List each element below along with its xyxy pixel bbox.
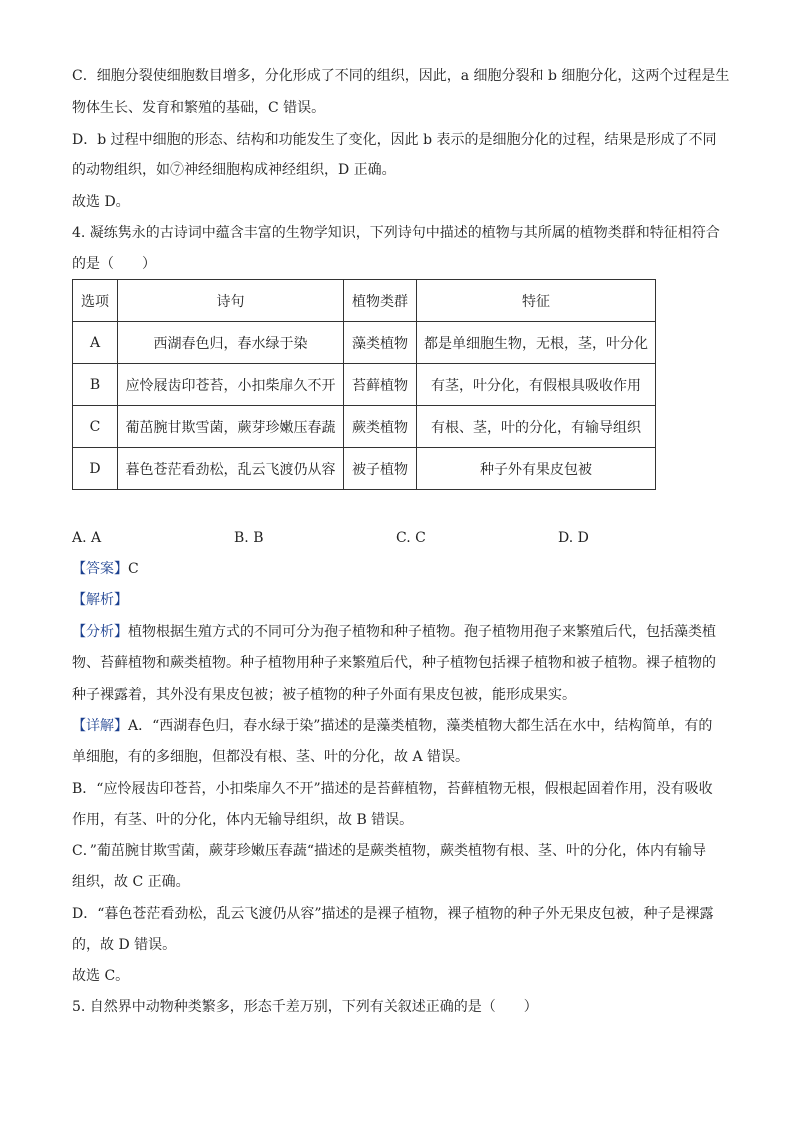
answer-tag: 【答案】 xyxy=(72,561,128,577)
question-5-stem: 5. 自然界中动物种类繁多，形态千差万别，下列有关叙述正确的是（ ） xyxy=(72,999,538,1015)
table-cell: D xyxy=(73,448,118,490)
text-line: D．b 过程中细胞的形态、结构和功能发生了变化，因此 b 表示的是细胞分化的过程，结果是形成了不同 xyxy=(72,132,717,148)
table-header-cell: 植物类群 xyxy=(344,280,417,322)
table-row xyxy=(73,364,656,406)
table-cell: 葡茁腕甘欺雪菌，蕨芽珍嫩压春蔬 xyxy=(118,406,344,448)
detail-line: C．”葡茁腕甘欺雪菌，蕨芽珍嫩压春蔬“描述的是蕨类植物，蕨类植物有根、茎、叶的分化，体内有输导 xyxy=(72,843,707,859)
detail-line xyxy=(72,716,712,736)
detail-line: 作用，有茎、叶的分化，体内无输导组织，故 B 错误。 xyxy=(72,812,414,828)
detail-line: 的，故 D 错误。 xyxy=(72,937,177,953)
text-line: 的动物组织，如⑦神经细胞构成神经组织，D 正确。 xyxy=(72,162,396,178)
detail-line: 单细胞，有的多细胞，但都没有根、茎、叶的分化，故 A 错误。 xyxy=(72,749,470,765)
answer-value: C xyxy=(128,561,139,577)
text-line: C．细胞分裂使细胞数目增多，分化形成了不同的组织，因此，a 细胞分裂和 b 细胞分化，这两个过程是生 xyxy=(72,68,730,84)
table-cell: 蕨类植物 xyxy=(344,406,417,448)
table-cell: 应怜屐齿印苍苔，小扣柴扉久不开 xyxy=(118,364,344,406)
xiangjie-tag: 【详解】 xyxy=(72,718,128,734)
detail-line: B．“应怜屐齿印苍苔，小扣柴扉久不开”描述的是苔藓植物，苔藓植物无根，假根起固着作用，没有吸收 xyxy=(72,781,713,797)
table-cell: 种子外有果皮包被 xyxy=(417,448,656,490)
analysis-line xyxy=(72,622,716,642)
table-cell: B xyxy=(73,364,118,406)
option-b: B. B xyxy=(234,530,264,546)
table-cell: 被子植物 xyxy=(344,448,417,490)
table-header-cell: 选项 xyxy=(73,280,118,322)
table-cell: 暮色苍茫看劲松，乱云飞渡仍从容 xyxy=(118,448,344,490)
option-d: D. D xyxy=(558,530,589,546)
detail-line: 故选 C。 xyxy=(72,968,130,984)
answer-options xyxy=(72,528,720,548)
table-cell: 西湖春色归，春水绿于染 xyxy=(118,322,344,364)
analysis-line: 种子裸露着，其外没有果皮包被；被子植物的种子外面有果皮包被，能形成果实。 xyxy=(72,687,576,703)
fenxi-tag: 【分析】 xyxy=(72,624,128,640)
table-cell: 有根、茎，叶的分化，有输导组织 xyxy=(417,406,656,448)
table-cell: 藻类植物 xyxy=(344,322,417,364)
analysis-line: 物、苔藓植物和蕨类植物。种子植物用种子来繁殖后代，种子植物包括裸子植物和被子植物。裸子植物的 xyxy=(72,655,716,671)
table-row xyxy=(73,448,656,490)
answer-line xyxy=(72,559,139,579)
analysis-tag: 【解析】 xyxy=(72,592,128,608)
table-header-cell: 特征 xyxy=(417,280,656,322)
question-stem: 的是（ ） xyxy=(72,256,156,272)
detail-text: A．“西湖春色归，春水绿于染”描述的是藻类植物，藻类植物大都生活在水中，结构简单，有的 xyxy=(128,718,713,734)
text-line: 故选 D。 xyxy=(72,194,130,210)
table-header-cell: 诗句 xyxy=(118,280,344,322)
table-cell: 有茎，叶分化，有假根具吸收作用 xyxy=(417,364,656,406)
detail-line: D．“暮色苍茫看劲松，乱云飞渡仍从容”描述的是裸子植物，裸子植物的种子外无果皮包被，种子是裸露 xyxy=(72,906,714,922)
text-line: 物体生长、发育和繁殖的基础，C 错误。 xyxy=(72,100,326,116)
fenxi-text: 植物根据生殖方式的不同可分为孢子植物和种子植物。孢子植物用孢子来繁殖后代，包括藻类植 xyxy=(128,624,716,640)
table-cell: 苔藓植物 xyxy=(344,364,417,406)
table-cell: A xyxy=(73,322,118,364)
table-cell: C xyxy=(73,406,118,448)
table-row xyxy=(73,322,656,364)
option-c: C. C xyxy=(396,530,426,546)
detail-line: 组织，故 C 正确。 xyxy=(72,874,190,890)
table-header-row xyxy=(73,280,656,322)
question-stem: 4. 凝练隽永的古诗词中蕴含丰富的生物学知识，下列诗句中描述的植物与其所属的植物类群和特征相符合 xyxy=(72,225,720,241)
table-row xyxy=(73,406,656,448)
question-table xyxy=(72,279,656,490)
table-cell: 都是单细胞生物，无根，茎，叶分化 xyxy=(417,322,656,364)
option-a: A. A xyxy=(72,530,102,546)
